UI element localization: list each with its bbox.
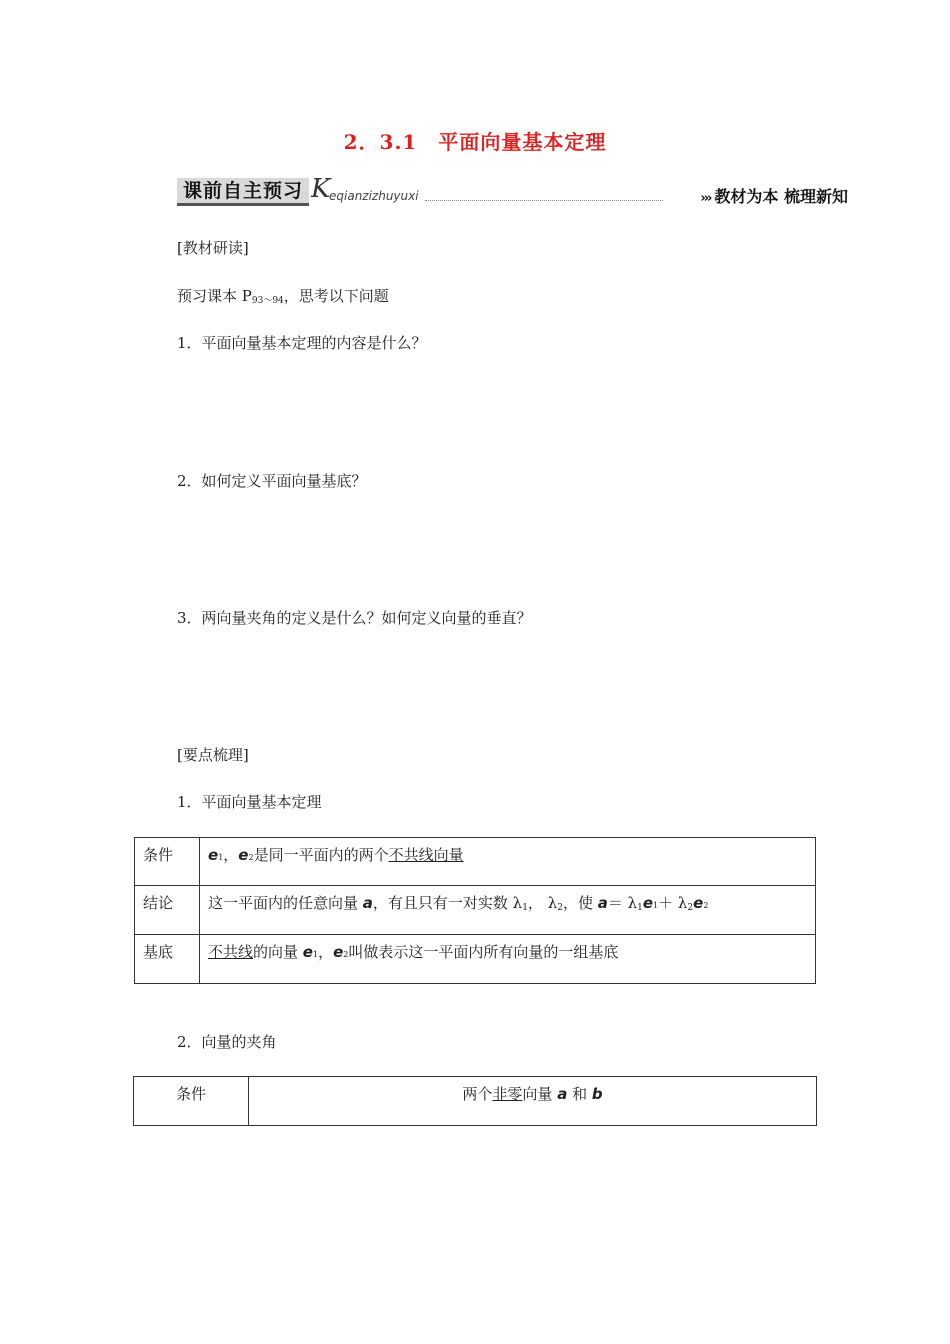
vector-e2: e — [693, 894, 704, 912]
vector-a: a — [597, 894, 608, 912]
subscript: 2 — [703, 901, 709, 910]
vector-e2: e — [333, 943, 344, 961]
basis-text: 叫做表示这一平面内所有向量的一组基底 — [348, 943, 619, 961]
banner-right-text: 教材为本 梳理新知 — [714, 187, 848, 206]
subscript: 1 — [637, 903, 643, 913]
intro-pages: 93～94 — [251, 296, 284, 306]
equation-part: ＝ λ — [607, 894, 638, 912]
conclusion-cell — [200, 886, 816, 935]
angle-text: 两个 — [462, 1085, 493, 1103]
angle-answer: 非零 — [492, 1085, 523, 1103]
conclusion-text: ，有且只有一对实数 λ — [372, 894, 523, 912]
condition-text: 是同一平面内的两个 — [253, 846, 389, 864]
subscript: 2 — [248, 853, 254, 862]
banner-pinyin: eqianzizhuyuxi — [329, 189, 419, 203]
vector-e1: e — [208, 846, 219, 864]
row-label-basis: 基底 — [135, 935, 200, 984]
banner-k-letter: K — [311, 174, 331, 204]
row-label-condition: 条件 — [134, 1077, 249, 1126]
question-3: 3．两向量夹角的定义是什么？如何定义向量的垂直？ — [177, 609, 532, 627]
basis-text: 的向量 — [253, 943, 303, 961]
subscript: 2 — [687, 903, 694, 913]
subscript: 1 — [218, 853, 224, 862]
banner-label: 课前自主预习 — [177, 178, 309, 206]
page-title: 2．3.1 平面向量基本定理 — [343, 130, 607, 154]
vector-e1: e — [642, 894, 654, 912]
row-label-conclusion: 结论 — [135, 886, 200, 935]
intro-suffix: ，思考以下问题 — [283, 287, 389, 305]
table-row — [135, 886, 816, 935]
vector-e2: e — [238, 846, 249, 864]
equation-part: ＋ λ — [658, 894, 688, 912]
vector-a: a — [362, 894, 373, 912]
separator: ， — [223, 846, 239, 864]
vector-a: a — [557, 1085, 568, 1103]
condition-cell — [200, 838, 816, 886]
subscript: 1 — [522, 903, 528, 913]
subscript: 2 — [557, 903, 563, 913]
section-banner — [177, 174, 848, 208]
table-row — [134, 1077, 817, 1126]
conclusion-text: ，使 — [562, 894, 598, 912]
row-label-condition: 条件 — [135, 838, 200, 886]
conclusion-text: ， λ — [527, 894, 558, 912]
basis-answer: 不共线 — [208, 943, 254, 961]
subscript: 1 — [653, 901, 659, 910]
question-1: 1．平面向量基本定理的内容是什么？ — [177, 334, 427, 352]
table-row — [135, 935, 816, 984]
question-2: 2．如何定义平面向量基底？ — [177, 472, 367, 490]
arrows-icon: ››› — [700, 191, 711, 206]
angle-condition-cell — [249, 1077, 817, 1126]
separator: ， — [318, 943, 334, 961]
section-heading-keypoints: [要点梳理] — [177, 746, 249, 764]
angle-text: 向量 — [522, 1085, 558, 1103]
keypoint-1-title: 1．平面向量基本定理 — [177, 793, 322, 811]
intro-prefix: 预习课本 P — [177, 287, 252, 305]
banner-divider — [425, 200, 663, 201]
theorem-table — [134, 837, 816, 984]
subscript: 1 — [312, 950, 319, 959]
angle-text: 和 — [567, 1085, 592, 1103]
subscript: 2 — [343, 950, 349, 959]
preview-intro — [177, 285, 389, 306]
angle-table — [133, 1076, 817, 1126]
vector-e1: e — [302, 943, 313, 961]
banner-right — [700, 184, 848, 207]
table-row — [135, 838, 816, 886]
condition-answer: 不共线向量 — [388, 846, 464, 864]
basis-cell — [200, 935, 816, 984]
keypoint-2-title: 2．向量的夹角 — [177, 1033, 277, 1051]
conclusion-text: 这一平面内的任意向量 — [208, 894, 363, 912]
section-heading-reading: [教材研读] — [177, 239, 249, 257]
vector-b: b — [591, 1085, 603, 1103]
